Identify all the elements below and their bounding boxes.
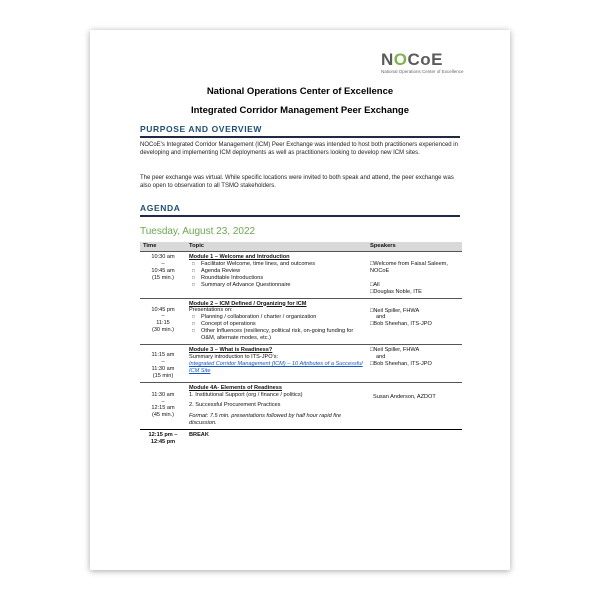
time-end: 10:45 am: [151, 267, 175, 274]
speaker: □Bob Sheehan, ITS-JPO: [370, 360, 432, 367]
speaker-connector: and: [376, 314, 386, 321]
table-row: [140, 344, 462, 382]
time-start: 12:15 pm –: [148, 432, 178, 439]
module-intro: Summary introduction to ITS-JPO's:: [189, 353, 279, 360]
time-start: 11:30 am: [151, 391, 175, 398]
time-cell: [140, 382, 186, 430]
purpose-paragraph-2: The peer exchange was virtual. While specific locations were invited to both speak and attend, the peer exchange was also open to observation to all TSMO stakeholders.: [140, 175, 454, 189]
module-intro: Presentations on:: [189, 307, 233, 314]
time-end: 12:15 am: [151, 405, 175, 412]
bullet-item: □ Concept of operations: [189, 321, 364, 328]
module-title: Module 4A- Elements of Readiness: [189, 384, 282, 391]
table-row: [140, 298, 462, 344]
time-start: 10:45 pm: [151, 306, 175, 313]
time-duration: (15 min): [152, 372, 174, 379]
module-title: Module 2 – ICM Defined / Organizing for ICM: [189, 300, 307, 307]
purpose-heading: PURPOSE AND OVERVIEW: [140, 124, 263, 134]
time-dash: –: [161, 398, 165, 405]
table-row: [140, 430, 462, 448]
logo-wordmark: NOCoE: [381, 50, 444, 69]
speakers-cell: [367, 344, 462, 382]
header-time: Time: [140, 242, 186, 251]
time-dash: –: [161, 313, 165, 320]
icm-attributes-link[interactable]: Integrated Corridor Management (ICM) – 10 Attributes of a Successful ICM Site: [189, 360, 363, 374]
time-dash: –: [161, 260, 165, 267]
time-cell: [140, 430, 186, 448]
header-speakers: Speakers: [367, 242, 462, 251]
logo-subtitle: National Operations Center of Excellence: [381, 69, 464, 74]
purpose-paragraph-1: NOCoE's Integrated Corridor Management (ICM) Peer Exchange was intended to host both practitioners experienced in developing and implementing ICM deployments as well as practitioners looking to develop new ICM sites.: [140, 142, 458, 156]
agenda-heading: AGENDA: [140, 203, 181, 213]
time-cell: [140, 344, 186, 382]
nocoe-logo: [381, 50, 481, 84]
speakers-cell: [367, 382, 462, 430]
format-note: Format: 7.5 min. presentations followed by half hour rapid fire discussion.: [189, 413, 342, 427]
topic-cell: [186, 298, 367, 344]
bullet-item: □ Roundtable Introductions: [189, 275, 364, 282]
module-item: 2. Successful Procurement Practices: [189, 402, 281, 409]
time-dash: –: [161, 358, 165, 365]
purpose-rule: [140, 136, 460, 138]
document-title: National Operations Center of Excellence: [206, 86, 394, 97]
bullet-item: □ Facilitator Welcome, time lines, and outcomes: [189, 261, 364, 268]
time-end: 11:30 am: [151, 365, 175, 372]
time-cell: [140, 298, 186, 344]
topic-cell: [186, 382, 367, 430]
agenda-rule: [140, 215, 460, 217]
time-start: 10:30 am: [151, 253, 175, 260]
speakers-cell: [367, 298, 462, 344]
time-end: 11:15: [156, 320, 170, 327]
bullet-item: □ Planning / collaboration / charter / organization: [189, 314, 364, 321]
agenda-table: [140, 242, 462, 448]
time-duration: (15 min.): [151, 274, 175, 281]
speaker: □Neil Spiller, FHWA: [370, 307, 420, 314]
speaker-spacer: [370, 275, 459, 282]
time-cell: [140, 251, 186, 298]
module-title: Module 1 – Welcome and Introduction: [189, 253, 290, 260]
speaker: □Welcome from Faisal Saleem, NOCoE: [370, 260, 448, 274]
speakers-cell: [367, 430, 462, 448]
speaker-connector: and: [376, 353, 386, 360]
topic-cell: [186, 344, 367, 382]
bullet-item: □ Other Influences (resiliency, political risk, on-going funding for O&M, alternate modes, etc.): [189, 328, 364, 342]
bullet-item: □ Summary of Advance Questionnaire: [189, 282, 364, 289]
table-header-row: [140, 242, 462, 251]
time-end: 12:45 pm: [150, 439, 176, 446]
bullet-item: □ Agenda Review: [189, 268, 364, 275]
speakers-cell: [367, 251, 462, 298]
agenda-date: Tuesday, August 23, 2022: [140, 226, 256, 237]
speaker: □Neil Spiller, FHWA: [370, 346, 420, 353]
header-topic: Topic: [186, 242, 367, 251]
break-label: BREAK: [189, 432, 209, 439]
speaker: □All: [370, 281, 380, 288]
topic-cell: [186, 251, 367, 298]
speaker: Susan Anderson, AZDOT: [373, 393, 436, 400]
topic-cell: [186, 430, 367, 448]
table-row: [140, 251, 462, 298]
speaker: □Douglas Noble, ITE: [370, 288, 422, 295]
time-duration: (30 min.): [151, 327, 175, 334]
document-subtitle: Integrated Corridor Management Peer Exchange: [190, 105, 410, 116]
speaker: □Bob Sheehan, ITS-JPO: [370, 321, 432, 328]
time-start: 11:15 am: [151, 351, 175, 358]
module-item: 1. Institutional Support (org / finance / politics): [189, 391, 303, 398]
document-page: [90, 30, 510, 570]
table-row: [140, 382, 462, 430]
time-duration: (45 min.): [151, 412, 175, 419]
module-title: Module 3 – What is Readiness?: [189, 346, 273, 353]
